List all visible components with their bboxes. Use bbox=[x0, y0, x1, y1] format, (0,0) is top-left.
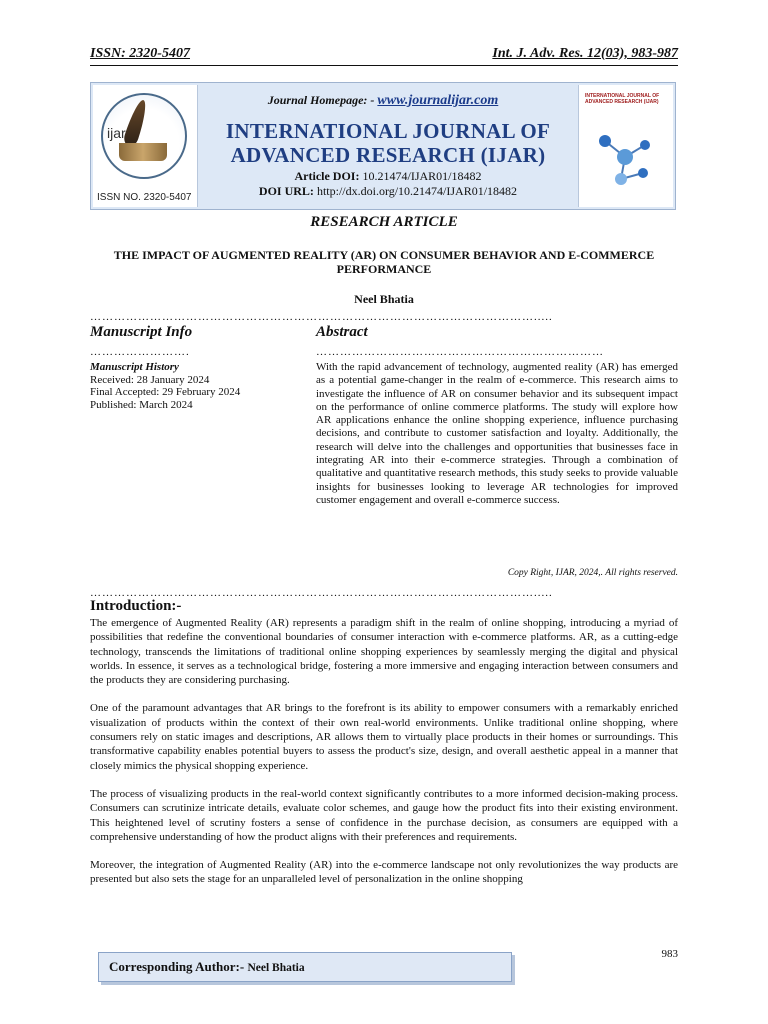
corresponding-author bbox=[109, 959, 305, 975]
header-rule bbox=[90, 65, 678, 66]
corresponding-author-box bbox=[98, 952, 512, 982]
intro-paragraph: The process of visualizing products in the real-world context significantly contributes to a more informed decision-making process. Consumers can scrutinize intricate details, evaluate color schemes, and gauge how the product fits into their existing environment. This heightened level of scrutiny fosters a sense of confidence in the purchase decision, as consumers are equipped with a comprehensive understanding of how the product aligns with their preferences and requirements. bbox=[90, 787, 678, 843]
intro-paragraph: The emergence of Augmented Reality (AR) represents a paradigm shift in the realm of online shopping, introducing a myriad of possibilities that redefine the conventional boundaries of consumer interaction with e-commerce platforms. AR, as a cutting-edge technology, transcends the limitations of traditional online shopping experiences by seamlessly merging the digital and physical worlds. In essence, it serves as a technological bridge, fostering a more immersive and engaging interaction between consumers and the products they are considering purchasing. bbox=[90, 617, 678, 687]
article-doi-label: Article DOI: bbox=[294, 169, 360, 183]
corresponding-name: Neel Bhatia bbox=[247, 962, 305, 974]
journal-cover-image bbox=[578, 85, 673, 207]
manuscript-history-label: Manuscript History bbox=[90, 361, 179, 373]
introduction-heading: Introduction:- bbox=[90, 598, 182, 614]
molecule-icon bbox=[593, 127, 657, 191]
dotted-divider-bottom: …………………………………………………………………………………………………..... bbox=[90, 588, 553, 598]
journal-title-line2: ADVANCED RESEARCH (IJAR) bbox=[230, 143, 546, 167]
manuscript-info-heading: Manuscript Info bbox=[90, 324, 193, 340]
received-date: Received: 28 January 2024 bbox=[90, 373, 210, 386]
article-doi: 10.21474/IJAR01/18482 bbox=[362, 169, 482, 183]
abstract-heading: Abstract bbox=[316, 324, 368, 340]
article-title: THE IMPACT OF AUGMENTED REALITY (AR) ON CONSUMER BEHAVIOR AND E-COMMERCE PERFORMANCE bbox=[113, 248, 655, 276]
abstract-text: With the rapid advancement of technology, augmented reality (AR) has emerged as a potential game-changer in the realm of e-commerce. This research aims to investigate the influence of AR on consumer behavior and its subsequent impact on the performance of online commerce platforms. The study will explore how AR applications enhance the online shopping experience, influence purchasing decisions, and contribute to customer satisfaction and loyalty. Additionally, the research will delve into the challenges and opportunities that businesses face in integrating AR into their e-commerce strategies. Through a combination of qualitative and quantitative research methods, this study seeks to provide valuable insights for businesses looking to leverage AR technologies for improved customer engagement and overall e-commerce success. bbox=[316, 361, 678, 506]
homepage-link[interactable]: www.journalijar.com bbox=[377, 93, 499, 108]
doi-url-label: DOI URL: bbox=[258, 184, 314, 198]
logo-issn: ISSN NO. 2320-5407 bbox=[97, 192, 192, 203]
logo-text: ijar bbox=[107, 125, 126, 141]
published-date: Published: March 2024 bbox=[90, 398, 193, 411]
article-type: RESEARCH ARTICLE bbox=[310, 214, 458, 230]
accepted-date: Final Accepted: 29 February 2024 bbox=[90, 386, 241, 398]
citation-text: Int. J. Adv. Res. 12(03), 983-987 bbox=[492, 46, 678, 61]
dotted-divider-top: …………………………………………………………………………………………………..... bbox=[90, 312, 553, 322]
issn-text: ISSN: 2320-5407 bbox=[90, 46, 190, 61]
page-number: 983 bbox=[661, 948, 678, 960]
book-icon bbox=[119, 143, 167, 161]
doi-block bbox=[201, 169, 575, 199]
abstract-dots: ……………………………………………………………… bbox=[316, 346, 604, 358]
introduction-body bbox=[90, 616, 678, 901]
journal-banner bbox=[90, 82, 676, 210]
journal-title-line1: INTERNATIONAL JOURNAL OF bbox=[225, 119, 551, 143]
cover-title: INTERNATIONAL JOURNAL OF ADVANCED RESEARCH (IJAR) bbox=[585, 93, 660, 105]
corresponding-label: Corresponding Author:- bbox=[109, 959, 245, 974]
article-author: Neel Bhatia bbox=[354, 292, 414, 306]
intro-paragraph: Moreover, the integration of Augmented Reality (AR) into the e-commerce landscape not only revolutionizes the way products are presented but also sets the stage for an unparalleled level of personalization in the online shopping bbox=[90, 859, 678, 886]
running-header bbox=[90, 46, 678, 66]
manuscript-history bbox=[90, 361, 300, 411]
homepage-label: Journal Homepage: - bbox=[267, 93, 375, 107]
doi-url-link[interactable]: http://dx.doi.org/10.21474/IJAR01/18482 bbox=[316, 184, 518, 198]
intro-paragraph: One of the paramount advantages that AR brings to the forefront is its ability to empower consumers with a remarkably enriched visualization of products within the context of their own real-world environments. Unlike traditional online shopping, where consumers rely on static images and descriptions, AR allows them to virtually place products in their homes or surroundings. This transformative capability enables potential buyers to assess the product's size, design, and overall aesthetic appeal in a manner that closely mimics the physical shopping experience. bbox=[90, 702, 678, 772]
manuscript-dots: ……………………. bbox=[90, 346, 190, 358]
journal-title bbox=[201, 119, 575, 167]
copyright-notice: Copy Right, IJAR, 2024,. All rights reserved. bbox=[507, 568, 678, 578]
